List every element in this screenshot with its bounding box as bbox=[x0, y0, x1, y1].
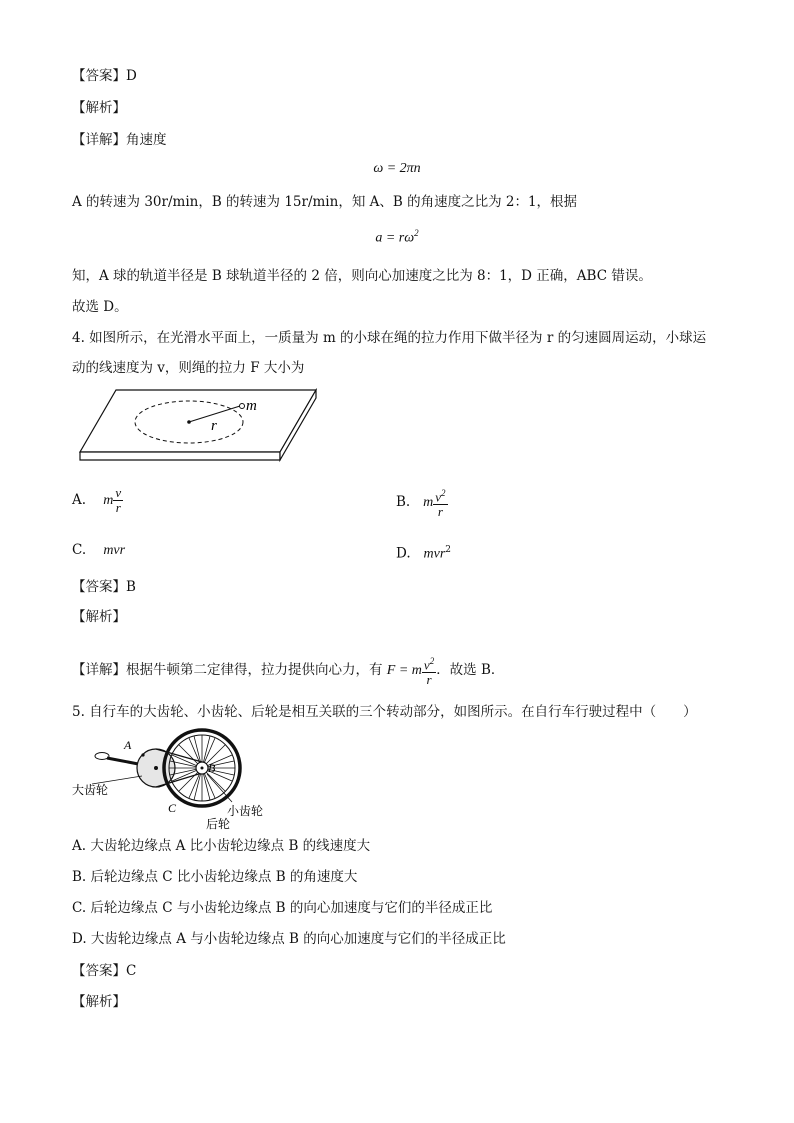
analysis-label: 【解析】 bbox=[72, 994, 126, 1010]
option-c[interactable]: C. mvr bbox=[72, 542, 126, 558]
explanation-line: A 的转速为 30r/min，B 的转速为 15r/min，知 A、B 的角速度之比为 2：1，根据 bbox=[72, 194, 578, 210]
label-small-gear: 小齿轮 bbox=[227, 804, 264, 818]
option-a[interactable]: A. m $\frac{v}{r}$ bbox=[72, 485, 122, 515]
conclusion-line: 故选 D。 bbox=[72, 299, 128, 315]
analysis-label: 【解析】 bbox=[72, 100, 126, 116]
label-a: A bbox=[124, 738, 132, 752]
option-b[interactable]: B. 后轮边缘点 C 比小齿轮边缘点 B 的角速度大 bbox=[72, 869, 358, 885]
formula-accel: $a = r\omega^2$ bbox=[375, 228, 419, 246]
point-c bbox=[174, 794, 177, 797]
detail-line: 【详解】根据牛顿第二定律得，拉力提供向心力，有 F = m $\frac{v^2}{r}$ ．故选 B． bbox=[72, 656, 505, 688]
label-rear-wheel: 后轮 bbox=[206, 817, 231, 831]
option-a[interactable]: A. 大齿轮边缘点 A 比小齿轮边缘点 B 的线速度大 bbox=[72, 838, 371, 854]
label-big-gear: 大齿轮 bbox=[72, 783, 109, 797]
answer-line: 【答案】D bbox=[72, 68, 137, 84]
mass-label: m bbox=[246, 398, 257, 414]
analysis-label: 【解析】 bbox=[72, 609, 126, 625]
option-c[interactable]: C. 后轮边缘点 C 与小齿轮边缘点 B 的向心加速度与它们的半径成正比 bbox=[72, 900, 493, 916]
answer-line: 【答案】B bbox=[72, 579, 136, 595]
option-b[interactable]: B. m $\frac{v^2}{r}$ bbox=[396, 488, 446, 520]
question-stem: 4. 如图所示，在光滑水平面上，一质量为 m 的小球在绳的拉力作用下做半径为 r 的匀速圆周运动，小球运 bbox=[72, 330, 707, 346]
circular-motion-figure bbox=[76, 388, 320, 464]
plane-front bbox=[80, 452, 280, 460]
option-d[interactable]: D. 大齿轮边缘点 A 与小齿轮边缘点 B 的向心加速度与它们的半径成正比 bbox=[72, 931, 506, 947]
bicycle-gears-figure bbox=[72, 726, 282, 836]
ball bbox=[240, 404, 245, 409]
detail-heading: 【详解】角速度 bbox=[72, 132, 167, 148]
answer-line: 【答案】C bbox=[72, 963, 137, 979]
question-stem: 5. 自行车的大齿轮、小齿轮、后轮是相互关联的三个转动部分，如图所示。在自行车行驶过程中（ ） bbox=[72, 704, 697, 720]
question-stem: 动的线速度为 v，则绳的拉力 F 大小为 bbox=[72, 360, 305, 376]
label-c: C bbox=[168, 801, 177, 815]
label-b: B bbox=[208, 761, 216, 775]
point-a bbox=[141, 753, 144, 756]
option-d[interactable]: D. mvr$^2$ bbox=[396, 545, 452, 562]
pedal bbox=[95, 753, 109, 760]
formula-omega: ω = 2πn bbox=[373, 161, 421, 176]
radius-label: r bbox=[211, 418, 217, 434]
explanation-line: 知，A 球的轨道半径是 B 球轨道半径的 2 倍，则向心加速度之比为 8：1，D 正确，ABC 错误。 bbox=[72, 268, 652, 284]
